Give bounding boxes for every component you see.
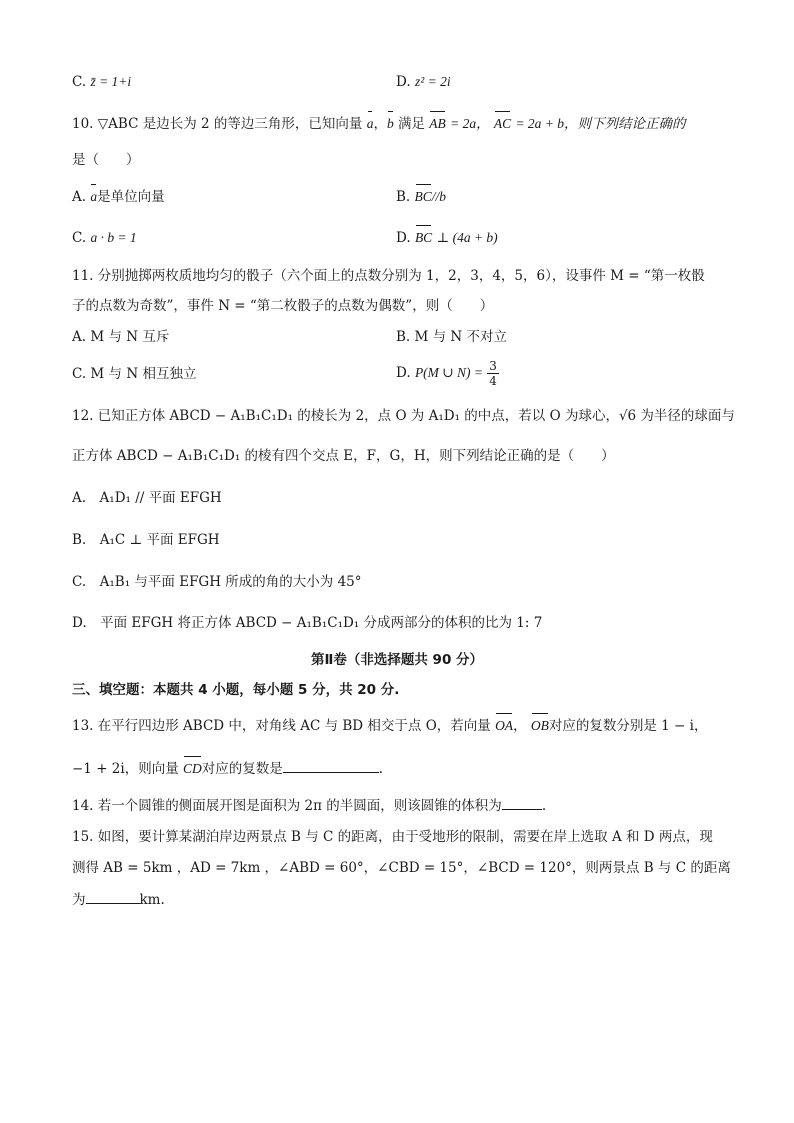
q11-option-d-label: D.	[396, 365, 411, 381]
q10-stem-line1	[72, 114, 686, 134]
vector-bc-d: BC	[415, 228, 432, 248]
vector-bc: BC	[415, 187, 432, 207]
q10-option-c	[72, 228, 137, 248]
q9-option-c-label: C.	[72, 74, 87, 90]
q11-stem-line2: 子的点数为奇数”，事件 N = “第二枚骰子的点数为偶数”，则（ ）	[72, 298, 494, 314]
q12-option-d: D. 平面 EFGH 将正方体 ABCD − A₁B₁C₁D₁ 分成两部分的体积的比为 1: 7	[72, 615, 543, 631]
q10-option-d-label: D.	[396, 230, 411, 246]
q9-option-d-label: D.	[396, 74, 411, 90]
q10-option-d	[396, 228, 498, 248]
vector-a-option: a	[90, 187, 97, 207]
q10-stem-part3: 满足	[397, 116, 425, 132]
q13-line2-text: −1 + 2i，则向量	[72, 761, 179, 777]
q9-option-c-math: z̄ = 1+i	[90, 74, 132, 89]
q13-line1-tail: 对应的复数分别是 1 − i，	[548, 718, 708, 734]
q14-period: .	[541, 798, 547, 814]
vector-ab: AB	[429, 114, 446, 134]
q15-stem-line1: 15. 如图，要计算某湖泊岸边两景点 B 与 C 的距离，由于受地形的限制，需要在岸上选取 A 和 D 两点，现	[72, 829, 713, 845]
q11-option-c: C. M 与 N 相互独立	[72, 366, 197, 382]
q11-option-a: A. M 与 N 互斥	[72, 329, 170, 345]
q13-answer-blank[interactable]	[283, 758, 379, 773]
q11-option-d	[396, 355, 499, 391]
q10-option-b-text: //b	[431, 189, 447, 204]
q11-option-d-text: P(M ∪ N) =	[414, 365, 483, 380]
q10-option-b	[396, 187, 446, 207]
q12-stem-line1: 12. 已知正方体 ABCD − A₁B₁C₁D₁ 的棱长为 2，点 O 为 A₁D₁ 的中点，若以 O 为球心，√6 为半径的球面与	[72, 408, 735, 424]
vector-ob: OB	[531, 716, 549, 736]
q14-answer-blank[interactable]	[502, 795, 542, 810]
q10-option-c-label: C.	[72, 230, 87, 246]
q13-stem-line2	[72, 758, 383, 779]
q13-line2-tail: 对应的复数是	[201, 761, 283, 777]
q14-stem	[72, 795, 546, 816]
q10-stem-comma: ，	[373, 116, 387, 132]
q15-stem-line2: 测得 AB = 5km ，AD = 7km ，∠ABD = 60°，∠CBD = 15°，∠BCD = 120°，则两景点 B 与 C 的距离	[72, 860, 731, 876]
q13-period: .	[378, 761, 384, 777]
q14-text: 14. 若一个圆锥的侧面展开图是面积为 2π 的半圆面，则该圆锥的体积为	[72, 798, 502, 814]
q10-number: 10.	[72, 116, 94, 132]
q9-option-c	[72, 72, 131, 92]
q15-stem-line3	[72, 889, 165, 910]
vector-cd: CD	[183, 759, 202, 779]
q12-option-c: C. A₁B₁ 与平面 EFGH 所成的角的大小为 45°	[72, 574, 362, 590]
q12-option-a: A. A₁D₁ // 平面 EFGH	[72, 490, 222, 506]
vector-b: b	[387, 114, 394, 134]
q10-option-c-text: a · b = 1	[90, 230, 137, 245]
q13-line1-text: 13. 在平行四边形 ABCD 中，对角线 AC 与 BD 相交于点 O，若向量	[72, 718, 491, 734]
q10-eq2: = 2a + b，则下列结论正确的	[515, 116, 686, 131]
q10-option-a	[72, 187, 165, 207]
q11-stem-line1: 11. 分别抛掷两枚质地均匀的骰子（六个面上的点数分别为 1，2，3，4，5，6），设事件 M = “第一枚骰	[72, 268, 705, 284]
q13-separator: ，	[513, 718, 527, 734]
q10-option-b-label: B.	[396, 189, 411, 205]
q10-stem-line2	[72, 150, 140, 170]
fill-in-section-heading: 三、填空题：本题共 4 小题，每小题 5 分，共 20 分.	[72, 682, 400, 698]
q10-stem-part1: ▽ABC 是边长为 2 的等边三角形，已知向量	[97, 116, 363, 132]
q10-option-d-text: ⊥ (4a + b)	[436, 230, 498, 245]
fraction-three-quarters	[487, 359, 499, 388]
q12-stem-line2: 正方体 ABCD − A₁B₁C₁D₁ 的棱有四个交点 E，F，G，H，则下列结论正确的是（ ）	[72, 448, 615, 464]
q10-option-a-text: 是单位向量	[97, 189, 165, 205]
q15-answer-blank[interactable]	[86, 889, 140, 904]
vector-ac: AC	[494, 114, 511, 134]
q11-option-b: B. M 与 N 不对立	[396, 329, 508, 345]
q10-option-a-label: A.	[72, 189, 87, 205]
q15-unit: km.	[139, 892, 165, 908]
q9-option-d	[396, 72, 451, 92]
q15-line3-text: 为	[72, 892, 86, 908]
q10-stem-part4: 是（ ）	[72, 152, 140, 168]
q10-eq1: = 2a，	[450, 116, 490, 131]
vector-a: a	[367, 114, 374, 134]
q13-stem-line1	[72, 716, 707, 736]
q12-option-b: B. A₁C ⊥ 平面 EFGH	[72, 532, 220, 548]
fraction-numerator: 3	[489, 359, 497, 373]
fraction-denominator: 4	[489, 374, 497, 388]
q9-option-d-math: z² = 2i	[414, 74, 451, 89]
vector-oa: OA	[495, 716, 513, 736]
part2-title: 第Ⅱ卷（非选择题共 90 分）	[310, 652, 484, 668]
